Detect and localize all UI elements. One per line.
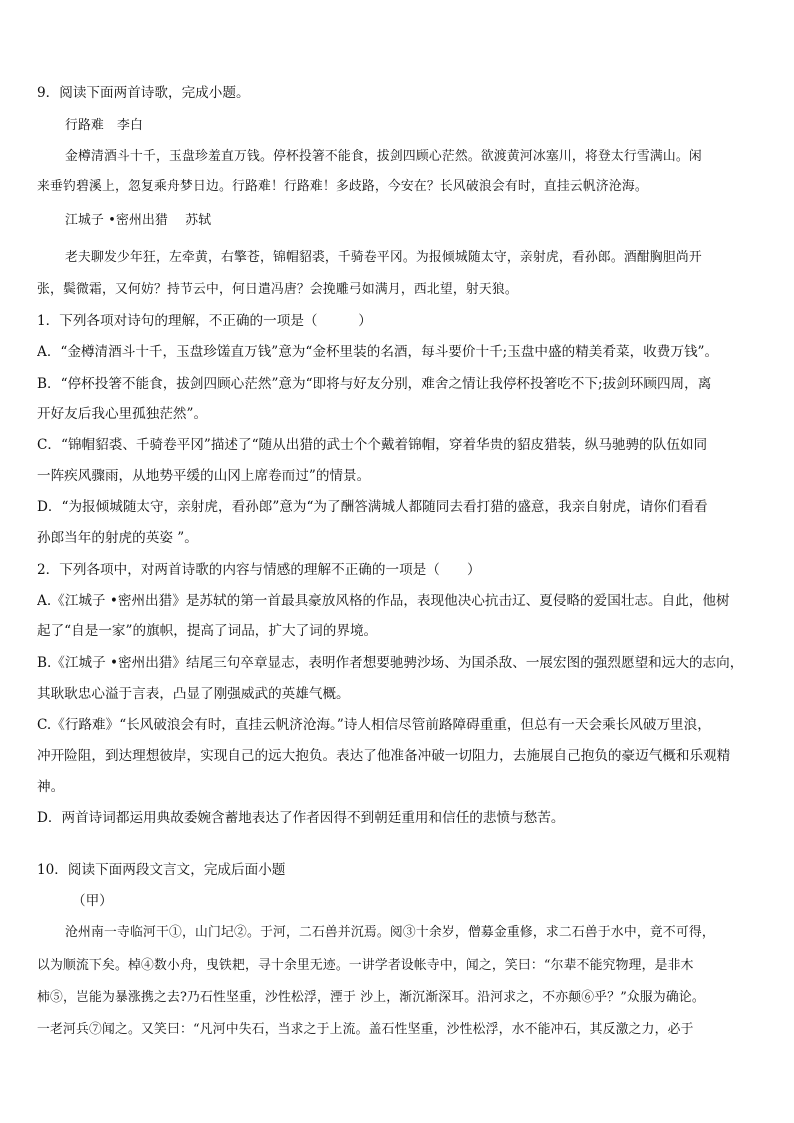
poem-1-line: 金樽清酒斗十千，玉盘珍羞直万钱。停杯投箸不能食，拔剑四顾心茫然。欲渡黄河冰塞川，将登太行雪满山。闲 <box>65 149 702 164</box>
option-c-cont: 一阵疾风骤雨，从地势平缓的山冈上席卷而过”的情景。 <box>37 468 371 484</box>
option-a: A．“金樽清酒斗十千，玉盘珍馐直万钱”意为“金杯里装的名酒，每斗要价十千;玉盘中盛的精美肴菜，收费万钱”。 <box>37 344 719 360</box>
question-10-heading: 10．阅读下面两段文言文，完成后面小题 <box>37 862 286 878</box>
option-d: D．“为报倾城随太守，亲射虎，看孙郎”意为“为了酬答满城人都随同去看打猎的盛意，我亲自射虎，请你们看看 <box>37 499 708 515</box>
subquestion-1-stem: 1．下列各项对诗句的理解，不正确的一项是（ ） <box>37 313 372 329</box>
classical-text-line: 柿⑤，岂能为暴涨携之去?乃石性坚重，沙性松浮，湮于 沙上，渐沉渐深耳。沿河求之，不亦颠⑥乎？”众服为确论。 <box>37 990 705 1005</box>
option-d: D．两首诗词都运用典故委婉含蓄地表达了作者因得不到朝廷重用和信任的悲愤与愁苦。 <box>37 810 565 826</box>
poem-1-title: 行路难 李白 <box>65 118 143 133</box>
poem-2-title: 江城子 •密州出猎 苏轼 <box>65 213 212 228</box>
option-b: B.《江城子 •密州出猎》结尾三句卒章显志，表明作者想要驰骋沙场、为国杀敌、一展宏图的强烈愿望和远大的志向， <box>37 655 744 671</box>
option-c: C.《行路难》“长风破浪会有时，直挂云帆济沧海。”诗人相信尽管前路障碍重重，但总有一天会乘长风破万里浪， <box>37 717 711 733</box>
poem-2-line: 张，鬓微霜，又何妨？持节云中，何日遣冯唐？会挽雕弓如满月，西北望，射天狼。 <box>37 282 518 297</box>
subquestion-2-stem: 2．下列各项中，对两首诗歌的内容与情感的理解不正确的一项是（ ） <box>37 562 481 578</box>
classical-text-line: 一老河兵⑦闻之。又笑曰：“凡河中失石，当求之于上流。盖石性坚重，沙性松浮，水不能冲石，其反激之力，必于 <box>37 1022 694 1037</box>
poem-1-line: 来垂钓碧溪上，忽复乘舟梦日边。行路难！行路难！多歧路，今安在？长风破浪会有时，直挂云帆济沧海。 <box>37 179 648 194</box>
option-a: A.《江城子 •密州出猎》是苏轼的第一首最具豪放风格的作品，表现他决心抗击辽、夏侵略的爱国壮志。自此，他树 <box>37 593 730 609</box>
classical-text-line: 沧州南一寺临河干①，山门圮②。于河，二石兽并沉焉。阅③十余岁，僧募金重修，求二石兽于水中，竟不可得， <box>65 925 715 940</box>
question-9-heading: 9．阅读下面两首诗歌，完成小题。 <box>37 85 250 101</box>
option-c-cont: 神。 <box>37 779 65 795</box>
option-d-cont: 孙郎当年的射虎的英姿 ”。 <box>37 530 198 546</box>
option-b-cont: 其耿耿忠心溢于言表，凸显了刚强威武的英雄气概。 <box>37 686 350 702</box>
section-label: （甲） <box>72 893 113 909</box>
option-c-cont: 冲开险阻，到达理想彼岸，实现自己的远大抱负。表达了他准备冲破一切阻力，去施展自己抱负的豪迈气概和乐观精 <box>37 748 731 764</box>
classical-text-line: 以为顺流下矣。棹④数小舟，曳铁耙，寻十余里无迹。一讲学者设帐寺中，闻之，笑曰：“尔辈不能究物理，是非木 <box>37 958 694 973</box>
option-c: C．“锦帽貂裘、千骑卷平冈”描述了“随从出猎的武士个个戴着锦帽，穿着华贵的貂皮猎装，纵马驰骋的队伍如同 <box>37 437 708 453</box>
poem-2-line: 老夫聊发少年狂，左牵黄，右擎苍，锦帽貂裘，千骑卷平冈。为报倾城随太守，亲射虎，看孙郎。酒酣胸胆尚开 <box>65 250 702 265</box>
option-a-cont: 起了“自是一家”的旗帜，提高了词品，扩大了词的界境。 <box>37 623 378 639</box>
option-b: B．“停杯投箸不能食，拔剑四顾心茫然”意为“即将与好友分别，难舍之情让我停杯投箸吃不下;拔剑环顾四周，离 <box>37 376 712 392</box>
option-b-cont: 开好友后我心里孤独茫然”。 <box>37 406 208 422</box>
